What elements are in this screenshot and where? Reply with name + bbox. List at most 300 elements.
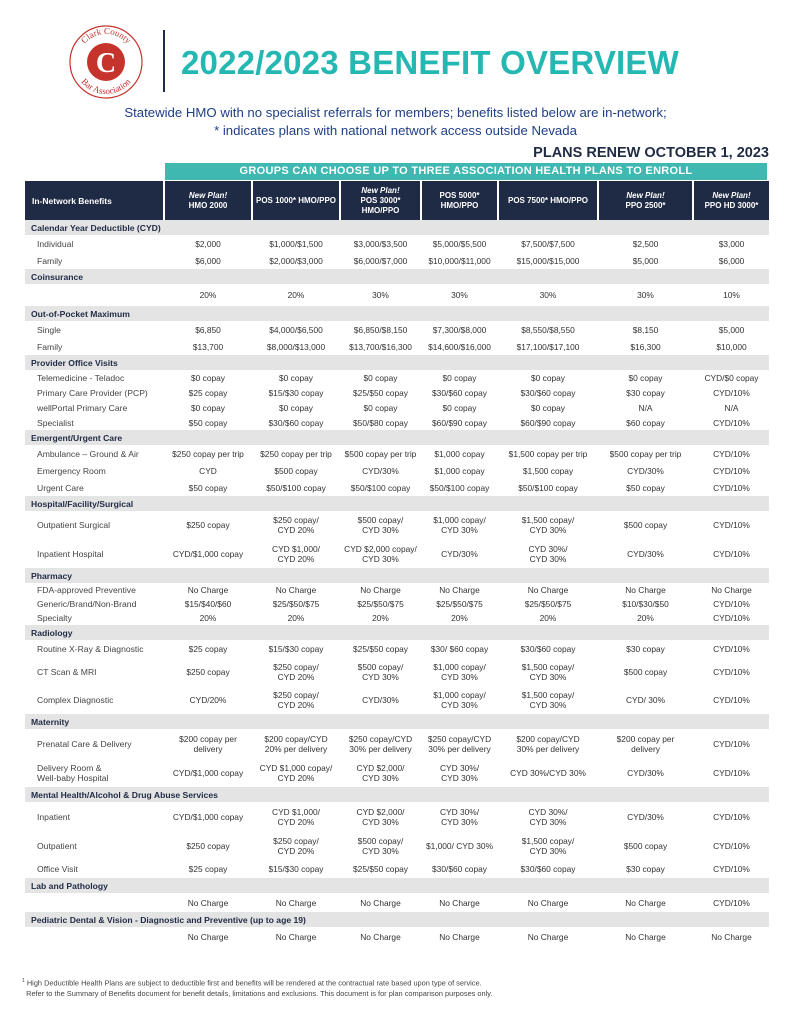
footnote-text-1: High Deductible Health Plans are subject to deductible first and benefits will be rendered at the contractual rate based upon type of service. xyxy=(26,978,482,988)
benefit-value: $250 copay xyxy=(186,667,230,677)
benefit-value: No Charge xyxy=(527,931,569,942)
benefit-value: $1,000 copay/ CYD 30% xyxy=(433,662,486,682)
subtitle-line-2: * indicates plans with national network access outside Nevada xyxy=(214,123,577,138)
benefit-value: CYD/10% xyxy=(713,667,750,677)
benefit-value: No Charge xyxy=(527,897,569,908)
benefit-value: $30 copay xyxy=(626,864,665,874)
benefit-value: $50/$100 copay xyxy=(429,482,490,493)
benefit-value: CYD/ 30% xyxy=(625,695,666,705)
section-title: Out-of-Pocket Maximum xyxy=(25,306,769,321)
section-row xyxy=(25,912,769,927)
benefit-value: $1,000 copay xyxy=(434,465,485,476)
benefit-value: $0 copay xyxy=(363,402,398,413)
benefit-value: CYD/10% xyxy=(713,739,750,749)
benefit-value: CYD/10% xyxy=(713,548,750,559)
benefit-value: 20% xyxy=(539,613,557,623)
table-row xyxy=(25,400,769,415)
section-title: Hospital/Facility/Surgical xyxy=(25,496,769,511)
benefit-value: 30% xyxy=(372,290,389,300)
benefit-value: $25/$50/$75 xyxy=(436,599,483,609)
table-row xyxy=(25,370,769,385)
benefit-value: No Charge xyxy=(187,931,229,942)
benefit-label: Outpatient xyxy=(37,841,77,851)
benefit-value: $1,000 copay/ CYD 30% xyxy=(433,690,486,710)
logo-text-bottom: Bar Association xyxy=(79,76,133,97)
column-header-plan xyxy=(422,181,497,220)
benefit-value: No Charge xyxy=(439,585,480,595)
benefit-value: $5,000 xyxy=(632,255,659,266)
benefit-value: $500 copay xyxy=(623,667,668,677)
benefit-value: CYD/10% xyxy=(713,599,750,609)
benefit-value: $17,100/$17,100 xyxy=(516,341,580,352)
subtitle-line-1: Statewide HMO with no specialist referrals for members; benefits listed below are in-network; xyxy=(124,105,667,120)
benefit-value: CYD 30%/ CYD 30% xyxy=(528,543,568,564)
benefit-value: No Charge xyxy=(711,585,752,595)
benefit-value: $16,300 xyxy=(630,341,661,352)
benefit-value: $50/$100 copay xyxy=(266,482,326,493)
benefit-value: $5,000/$5,500 xyxy=(432,238,487,249)
benefit-value: $25 copay xyxy=(188,864,228,874)
header-divider xyxy=(163,30,165,92)
section-title: Coinsurance xyxy=(25,269,769,284)
benefit-value: CYD/30% xyxy=(627,768,664,778)
benefit-value: No Charge xyxy=(625,897,666,908)
benefit-label: Inpatient Hospital xyxy=(37,548,104,559)
benefit-value: $250 copay/CYD 30% per delivery xyxy=(427,734,492,754)
benefit-value: $1,500 copay/ CYD 30% xyxy=(521,662,575,682)
benefit-value: $6,000 xyxy=(718,255,745,266)
benefit-value: No Charge xyxy=(439,897,480,908)
section-title: Pediatric Dental & Vision - Diagnostic and Preventive (up to age 19) xyxy=(25,912,769,927)
benefit-value: $60/$90 copay xyxy=(520,417,576,428)
benefit-value: $6,000/$7,000 xyxy=(353,255,408,266)
benefit-value: $500 copay xyxy=(274,465,318,476)
benefit-value: $4,000/$6,500 xyxy=(269,324,323,335)
section-row xyxy=(25,787,769,802)
benefit-value: $30/$60 copay xyxy=(432,387,487,398)
benefit-value: CYD/10% xyxy=(713,897,750,908)
table-header-row xyxy=(25,181,769,220)
benefit-value: $8,150 xyxy=(632,324,659,335)
section-row xyxy=(25,568,769,583)
benefit-value: $0 copay xyxy=(363,372,398,383)
column-header-plan xyxy=(165,181,251,220)
benefit-value: CYD/$1,000 copay xyxy=(172,548,244,559)
benefit-value: $8,000/$13,000 xyxy=(266,341,326,352)
benefit-value: $15/$30 copay xyxy=(268,864,324,874)
column-header-plan xyxy=(341,181,420,220)
benefit-value: 20% xyxy=(372,613,389,623)
benefit-value: CYD $2,000 copay/ CYD 30% xyxy=(344,543,417,564)
benefit-value: $15,000/$15,000 xyxy=(516,255,580,266)
plan-name: POS 5000* HMO/PPO xyxy=(439,190,480,210)
benefit-value: $1,500 copay/ CYD 30% xyxy=(521,836,575,856)
table-row xyxy=(25,597,769,611)
benefit-value: CYD/30% xyxy=(362,695,399,705)
benefit-label: Ambulance – Ground & Air xyxy=(37,448,139,459)
table-row xyxy=(25,686,769,714)
benefit-label: Individual xyxy=(37,238,74,249)
benefit-value: 20% xyxy=(199,290,217,300)
benefit-value: 20% xyxy=(451,613,468,623)
benefit-value: $30/$60 copay xyxy=(432,864,487,874)
benefit-value: $1,000/$1,500 xyxy=(269,238,323,249)
benefit-value: 30% xyxy=(539,290,557,300)
benefit-value: $2,000 xyxy=(195,238,221,249)
table-row xyxy=(25,385,769,400)
plan-name: PPO 2500* xyxy=(625,200,666,210)
benefit-value: No Charge xyxy=(439,931,480,942)
benefit-value: CYD/30% xyxy=(627,548,664,559)
benefit-value: 20% xyxy=(637,613,654,623)
column-header-plan xyxy=(694,181,769,220)
svg-text:Clark County xyxy=(79,26,134,46)
plan-name: POS 1000* HMO/PPO xyxy=(255,195,337,205)
benefit-value: $60 copay xyxy=(626,417,665,428)
benefit-value: $1,500 copay/ CYD 30% xyxy=(521,690,575,710)
benefit-value: $250 copay/ CYD 20% xyxy=(273,836,319,856)
benefit-value: CYD $1,000 copay/ CYD 20% xyxy=(259,763,333,783)
benefit-value: $2,500 xyxy=(632,238,659,249)
new-plan-tag: New Plan! xyxy=(712,190,751,200)
benefit-value: $1,500 copay/ CYD 30% xyxy=(521,515,575,535)
benefit-value: CYD/$1,000 copay xyxy=(172,768,244,778)
table-row xyxy=(25,832,769,860)
column-header-plan xyxy=(499,181,597,220)
benefit-value: $250 copay/ CYD 20% xyxy=(273,515,319,535)
benefit-value: $13,700 xyxy=(192,341,224,352)
benefit-value: 20% xyxy=(287,290,305,300)
section-title: Pharmacy xyxy=(25,568,769,583)
benefit-value: $50 copay xyxy=(188,482,228,493)
benefit-value: CYD/10% xyxy=(713,387,750,398)
benefit-value: $7,500/$7,500 xyxy=(521,238,575,249)
benefit-value: CYD 30%/CYD 30% xyxy=(510,768,586,778)
benefit-value: No Charge xyxy=(275,897,317,908)
benefit-value: CYD/10% xyxy=(713,841,750,851)
benefit-value: No Charge xyxy=(527,585,569,595)
benefit-value: $1,000 copay/ CYD 30% xyxy=(433,515,486,535)
section-title: Emergent/Urgent Care xyxy=(25,430,769,445)
benefit-value: $14,600/$16,000 xyxy=(428,341,491,352)
benefit-value: $30 copay xyxy=(626,644,665,654)
benefit-value: $1,000/ CYD 30% xyxy=(425,841,494,851)
table-row xyxy=(25,611,769,625)
table-row xyxy=(25,284,769,306)
benefit-value: $500 copay per trip xyxy=(609,448,682,459)
benefit-label: Generic/Brand/Non-Brand xyxy=(37,599,137,609)
section-row xyxy=(25,496,769,511)
benefit-value: $6,000 xyxy=(195,255,221,266)
clark-county-bar-association-logo xyxy=(64,18,148,102)
column-header-plan xyxy=(253,181,339,220)
benefit-value: $25 copay xyxy=(188,644,228,654)
footnote-text-2: Refer to the Summary of Benefits document for benefit details, limitations and exclusions. This document is for plan comparison purposes only. xyxy=(26,989,493,999)
benefit-value: No Charge xyxy=(625,931,666,942)
benefit-value: $30/$60 copay xyxy=(520,864,576,874)
benefit-value: CYD/10% xyxy=(713,448,750,459)
benefit-value: CYD/10% xyxy=(713,695,750,705)
footnote xyxy=(22,976,782,999)
renewal-date: PLANS RENEW OCTOBER 1, 2023 xyxy=(533,145,769,161)
benefit-label: Urgent Care xyxy=(37,482,84,493)
benefit-value: $25/$50 copay xyxy=(353,864,408,874)
benefit-value: $500 copay xyxy=(623,841,668,851)
section-title: Maternity xyxy=(25,714,769,729)
benefit-label: Specialist xyxy=(37,417,74,428)
benefit-value: $15/$30 copay xyxy=(268,644,324,654)
table-row xyxy=(25,415,769,430)
benefit-label: Prenatal Care & Delivery xyxy=(37,739,132,749)
benefit-value: $250 copay/CYD 30% per delivery xyxy=(348,734,413,754)
benefit-value: $15/$40/$60 xyxy=(184,599,232,609)
benefit-value: N/A xyxy=(724,402,739,413)
benefit-value: $30/$60 copay xyxy=(520,387,576,398)
benefit-value: CYD/30% xyxy=(627,812,664,822)
plan-name: HMO 2000 xyxy=(188,200,228,210)
benefit-value: CYD/10% xyxy=(713,812,750,822)
benefit-value: CYD/10% xyxy=(713,520,750,530)
column-header-plan xyxy=(599,181,692,220)
benefit-value: No Charge xyxy=(711,931,752,942)
benefit-value: $0 copay xyxy=(442,372,477,383)
benefit-label: Telemedicine - Teladoc xyxy=(37,372,125,383)
footnote-line-2 xyxy=(22,988,782,999)
section-row xyxy=(25,220,769,235)
benefit-value: $200 copay/CYD 30% per delivery xyxy=(516,734,580,754)
benefit-value: CYD/10% xyxy=(713,465,750,476)
benefit-value: $25/$50/$75 xyxy=(272,599,320,609)
benefit-value: $200 copay per delivery xyxy=(179,734,237,754)
benefit-value: CYD/10% xyxy=(713,417,750,428)
benefit-value: $200 copay per delivery xyxy=(616,734,675,754)
table-row xyxy=(25,445,769,462)
benefit-value: CYD 30%/ CYD 30% xyxy=(439,807,480,827)
table-row xyxy=(25,583,769,597)
benefit-value: CYD $1,000/ CYD 20% xyxy=(272,543,320,564)
benefit-value: CYD/10% xyxy=(713,864,750,874)
benefit-value: $13,700/$16,300 xyxy=(349,341,412,352)
benefit-value: CYD 30%/ CYD 30% xyxy=(439,763,480,783)
benefit-label xyxy=(25,284,163,306)
section-title: Calendar Year Deductible (CYD) xyxy=(25,220,769,235)
section-row xyxy=(25,625,769,640)
benefit-value: $50/$80 copay xyxy=(353,417,408,428)
benefit-value: 10% xyxy=(723,290,740,300)
benefit-value: $10,000 xyxy=(716,341,747,352)
benefit-value: $25/$50 copay xyxy=(353,644,408,654)
benefit-value: $15/$30 copay xyxy=(268,387,324,398)
benefit-value: $500 copay/ CYD 30% xyxy=(357,515,404,535)
benefit-value: $6,850 xyxy=(195,324,221,335)
table-row xyxy=(25,658,769,686)
benefit-value: No Charge xyxy=(275,931,317,942)
section-row xyxy=(25,306,769,321)
benefit-value: 30% xyxy=(451,290,468,300)
benefit-value: $10,000/$11,000 xyxy=(428,255,491,266)
table-row xyxy=(25,511,769,539)
benefit-value: CYD/20% xyxy=(189,695,227,705)
benefit-label: Complex Diagnostic xyxy=(37,695,114,705)
benefit-value: $250 copay/ CYD 20% xyxy=(273,690,319,710)
table-body xyxy=(25,220,769,946)
benefit-label: FDA-approved Preventive xyxy=(37,585,136,595)
benefit-value: $30/$60 copay xyxy=(520,644,576,654)
benefit-value: $200 copay/CYD 20% per delivery xyxy=(264,734,328,754)
table-row xyxy=(25,321,769,338)
benefit-value: No Charge xyxy=(360,931,401,942)
table-row xyxy=(25,927,769,946)
page-title: 2022/2023 BENEFIT OVERVIEW xyxy=(181,44,679,81)
benefit-label xyxy=(25,927,163,946)
table-row xyxy=(25,640,769,658)
benefit-label: Office Visit xyxy=(37,864,78,874)
benefit-value: $1,000 copay xyxy=(434,448,485,459)
table-row xyxy=(25,802,769,832)
table-row xyxy=(25,759,769,787)
benefit-value: 20% xyxy=(287,613,305,623)
benefit-value: CYD/10% xyxy=(713,482,750,493)
column-header-benefits: In-Network Benefits xyxy=(25,181,163,220)
benefit-value: $250 copay per trip xyxy=(260,448,332,459)
benefit-value: $25/$50 copay xyxy=(353,387,408,398)
benefit-value: $500 copay per trip xyxy=(344,448,417,459)
benefit-value: No Charge xyxy=(275,585,317,595)
plan-name: POS 7500* HMO/PPO xyxy=(507,195,589,205)
benefit-value: No Charge xyxy=(187,897,229,908)
groups-banner: GROUPS CAN CHOOSE UP TO THREE ASSOCIATION HEALTH PLANS TO ENROLL xyxy=(165,163,767,180)
section-row xyxy=(25,714,769,729)
benefits-table xyxy=(23,181,771,946)
section-title: Radiology xyxy=(25,625,769,640)
benefit-value: $0 copay xyxy=(628,372,663,383)
benefit-value: $250 copay/ CYD 20% xyxy=(273,662,319,682)
benefit-value: CYD/10% xyxy=(713,768,750,778)
benefit-value: CYD/10% xyxy=(713,613,750,623)
benefit-value: $50 copay xyxy=(188,417,228,428)
benefit-value: $500 copay xyxy=(623,520,668,530)
benefit-value: $6,850/$8,150 xyxy=(353,324,408,335)
table-row xyxy=(25,235,769,252)
section-title: Mental Health/Alcohol & Drug Abuse Services xyxy=(25,787,769,802)
benefit-value: $250 copay xyxy=(186,841,230,851)
benefit-label: CT Scan & MRI xyxy=(37,667,97,677)
benefit-value: $25/$50/$75 xyxy=(357,599,404,609)
benefit-value: $0 copay xyxy=(442,402,477,413)
benefit-label: Specialty xyxy=(37,613,72,623)
benefit-value: $0 copay xyxy=(279,372,313,383)
table-row xyxy=(25,893,769,912)
benefit-value: $30 copay xyxy=(626,387,665,398)
benefit-value: 20% xyxy=(199,613,217,623)
benefit-label xyxy=(25,893,163,912)
benefit-value: CYD/30% xyxy=(362,465,399,476)
table-row xyxy=(25,462,769,479)
table-row xyxy=(25,252,769,269)
section-title: Lab and Pathology xyxy=(25,878,769,893)
table-row xyxy=(25,539,769,568)
benefit-value: $2,000/$3,000 xyxy=(269,255,323,266)
footnote-mark: 1 xyxy=(22,978,25,984)
benefit-label: Outpatient Surgical xyxy=(37,520,111,530)
benefit-label: Inpatient xyxy=(37,812,70,822)
benefit-value: $0 copay xyxy=(191,372,225,383)
benefit-label: wellPortal Primary Care xyxy=(37,402,128,413)
benefit-value: $250 copay xyxy=(186,520,230,530)
benefit-value: $8,550/$8,550 xyxy=(521,324,575,335)
table-row xyxy=(25,338,769,355)
benefit-value: No Charge xyxy=(187,585,229,595)
logo-text-top: Clark County xyxy=(78,25,134,46)
benefit-value: CYD/30% xyxy=(627,465,664,476)
section-row xyxy=(25,430,769,445)
benefit-value: $50/$100 copay xyxy=(350,482,411,493)
benefit-value: CYD/$1,000 copay xyxy=(172,812,244,822)
benefit-value: $25/$50/$75 xyxy=(524,599,572,609)
benefit-value: N/A xyxy=(638,402,653,413)
benefit-label: Family xyxy=(37,341,63,352)
benefit-value: CYD $2,000/ CYD 30% xyxy=(356,807,405,827)
table-row xyxy=(25,860,769,878)
benefit-value: $500 copay/ CYD 30% xyxy=(357,662,404,682)
subtitle xyxy=(0,104,791,140)
benefit-value: No Charge xyxy=(360,585,401,595)
new-plan-tag: New Plan! xyxy=(626,190,665,200)
benefit-value: $60/$90 copay xyxy=(432,417,487,428)
benefit-value: $0 copay xyxy=(279,402,313,413)
benefit-value: $30/ $60 copay xyxy=(430,644,489,654)
new-plan-tag: New Plan! xyxy=(188,190,228,200)
plan-name: PPO HD 3000* xyxy=(704,200,759,210)
section-row xyxy=(25,878,769,893)
benefit-value: $0 copay xyxy=(191,402,225,413)
benefit-value: $50 copay xyxy=(626,482,665,493)
section-row xyxy=(25,355,769,370)
benefit-value: CYD/10% xyxy=(713,644,750,654)
benefit-value: $250 copay per trip xyxy=(172,448,244,459)
benefit-value: $30/$60 copay xyxy=(268,417,324,428)
benefit-value: No Charge xyxy=(360,897,401,908)
benefit-value: $25 copay xyxy=(188,387,228,398)
benefit-value: $5,000 xyxy=(718,324,745,335)
section-row xyxy=(25,269,769,284)
table-row xyxy=(25,729,769,759)
benefit-value: $10/$30/$50 xyxy=(622,599,669,609)
benefit-value: $0 copay xyxy=(531,372,565,383)
benefit-label: Delivery Room & Well-baby Hospital xyxy=(37,763,109,783)
section-title: Provider Office Visits xyxy=(25,355,769,370)
table-row xyxy=(25,479,769,496)
benefit-value: $3,000/$3,500 xyxy=(353,238,408,249)
benefit-value: $50/$100 copay xyxy=(518,482,578,493)
benefit-label: Family xyxy=(37,255,63,266)
benefit-value: CYD/$0 copay xyxy=(704,372,759,383)
benefit-label: Routine X-Ray & Diagnostic xyxy=(37,644,144,654)
benefit-value: $0 copay xyxy=(531,402,565,413)
benefit-value: CYD $2,000/ CYD 30% xyxy=(356,763,405,783)
benefit-value: $3,000 xyxy=(718,238,745,249)
footnote-line-1 xyxy=(22,976,782,988)
benefit-value: $1,500 copay per trip xyxy=(508,448,588,459)
benefit-label: Emergency Room xyxy=(37,465,106,476)
benefit-value: No Charge xyxy=(625,585,666,595)
benefit-value: CYD xyxy=(199,465,217,476)
benefit-label: Primary Care Provider (PCP) xyxy=(37,387,148,398)
benefit-value: $500 copay/ CYD 30% xyxy=(357,836,404,856)
benefit-value: $1,500 copay xyxy=(522,465,574,476)
new-plan-tag: New Plan! xyxy=(361,185,400,195)
benefit-value: CYD 30%/ CYD 30% xyxy=(528,807,568,827)
